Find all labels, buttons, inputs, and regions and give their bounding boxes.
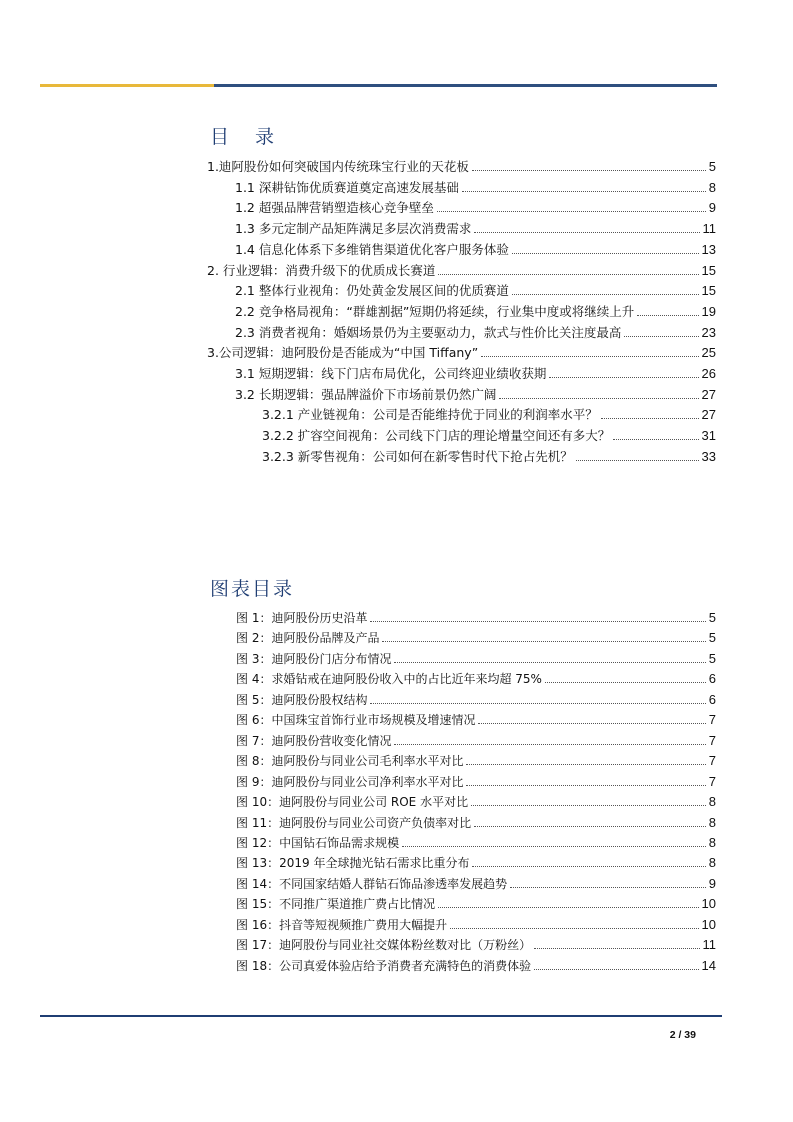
entry-page-number: 27 xyxy=(701,407,716,423)
dot-leader xyxy=(394,744,705,745)
entry-label: 3.2.1 产业链视角：公司是否能维持优于同业的利润率水平？ xyxy=(262,407,598,423)
figure-entry[interactable] xyxy=(236,792,716,812)
entry-label: 1.3 多元定制产品矩阵满足多层次消费需求 xyxy=(235,221,472,237)
entry-label: 1.迪阿股份如何突破国内传统珠宝行业的天花板 xyxy=(207,159,469,174)
entry-page-number: 14 xyxy=(701,957,716,973)
toc-title: 目 录 xyxy=(210,126,285,148)
entry-page-number: 25 xyxy=(701,345,716,361)
dot-leader xyxy=(549,377,698,378)
toc-entry[interactable] xyxy=(235,323,716,343)
entry-page-number: 15 xyxy=(701,283,716,299)
figure-entry[interactable] xyxy=(236,608,716,628)
entry-label: 1.1 深耕钻饰优质赛道奠定高速发展基础 xyxy=(235,179,459,195)
entry-label: 2.2 竞争格局视角：“群雄割据”短期仍将延续，行业集中度或将继续上升 xyxy=(235,303,635,319)
dot-leader xyxy=(624,336,698,337)
entry-label: 图 9：迪阿股份与同业公司净利率水平对比 xyxy=(236,774,464,789)
entry-page-number: 15 xyxy=(701,262,716,278)
figure-entry[interactable] xyxy=(236,731,716,751)
dot-leader xyxy=(613,439,698,440)
entry-page-number: 10 xyxy=(701,896,716,912)
toc-entry[interactable] xyxy=(235,364,716,384)
dot-leader xyxy=(576,460,699,461)
dot-leader xyxy=(499,398,698,399)
entry-label: 图 15：不同推广渠道推广费占比情况 xyxy=(236,897,436,912)
figure-entry[interactable] xyxy=(236,813,716,833)
entry-page-number: 8 xyxy=(708,834,716,850)
entry-label: 图 7：迪阿股份营收变化情况 xyxy=(236,733,392,748)
figure-entry[interactable] xyxy=(236,935,716,955)
entry-page-number: 11 xyxy=(702,937,716,953)
dot-leader xyxy=(402,846,706,847)
entry-page-number: 9 xyxy=(708,875,716,891)
entry-label: 图 16：抖音等短视频推广费用大幅提升 xyxy=(236,917,448,932)
dot-leader xyxy=(370,703,705,704)
entry-page-number: 8 xyxy=(708,794,716,810)
entry-label: 3.2.3 新零售视角：公司如何在新零售时代下抢占先机？ xyxy=(262,448,573,464)
dot-leader xyxy=(512,253,699,254)
figure-entry[interactable] xyxy=(236,710,716,730)
entry-page-number: 6 xyxy=(708,691,716,707)
entry-page-number: 10 xyxy=(701,916,716,932)
header-rule-gold xyxy=(40,84,214,87)
entry-label: 2. 行业逻辑：消费升级下的优质成长赛道 xyxy=(207,262,436,278)
entry-page-number: 27 xyxy=(701,386,716,402)
entry-page-number: 9 xyxy=(708,200,716,216)
dot-leader xyxy=(534,969,698,970)
entry-label: 2.1 整体行业视角：仍处黄金发展区间的优质赛道 xyxy=(235,283,509,299)
dot-leader xyxy=(637,315,698,316)
dot-leader xyxy=(510,887,706,888)
dot-leader xyxy=(382,641,705,642)
entry-label: 3.2.2 扩容空间视角：公司线下门店的理论增量空间还有多大？ xyxy=(262,428,611,444)
dot-leader xyxy=(438,907,698,908)
toc-entry[interactable] xyxy=(207,343,716,363)
figure-entry[interactable] xyxy=(236,751,716,771)
page-indicator: 2 / 39 xyxy=(669,1029,696,1041)
dot-leader xyxy=(438,274,698,275)
figure-entry[interactable] xyxy=(236,894,716,914)
dot-leader xyxy=(394,662,705,663)
entry-label: 图 1：迪阿股份历史沿革 xyxy=(236,611,368,625)
entry-label: 图 18：公司真爱体验店给予消费者充满特色的消费体验 xyxy=(236,958,532,973)
entry-page-number: 7 xyxy=(708,753,716,769)
dot-leader xyxy=(370,621,705,622)
entry-label: 3.2 长期逻辑：强品牌溢价下市场前景仍然广阔 xyxy=(235,386,497,402)
toc-entry[interactable] xyxy=(235,385,716,405)
entry-page-number: 11 xyxy=(702,221,716,237)
entry-label: 2.3 消费者视角：婚姻场景仍为主要驱动力，款式与性价比关注度最高 xyxy=(235,324,622,340)
dot-leader xyxy=(474,232,699,233)
figure-entry[interactable] xyxy=(236,669,716,689)
figure-entry[interactable] xyxy=(236,649,716,669)
entry-label: 图 3：迪阿股份门店分布情况 xyxy=(236,651,392,666)
entry-label: 图 5：迪阿股份股权结构 xyxy=(236,692,368,707)
entry-page-number: 5 xyxy=(708,159,716,174)
dot-leader xyxy=(450,928,698,929)
entry-label: 图 11：迪阿股份与同业公司资产负债率对比 xyxy=(236,815,472,830)
entry-label: 图 4：求婚钻戒在迪阿股份收入中的占比近年来均超 75% xyxy=(236,672,542,687)
entry-label: 图 14：不同国家结婚人群钻石饰品渗透率发展趋势 xyxy=(236,876,508,891)
entry-label: 图 8：迪阿股份与同业公司毛利率水平对比 xyxy=(236,754,464,769)
entry-page-number: 7 xyxy=(708,712,716,728)
entry-page-number: 8 xyxy=(708,179,716,195)
toc-entry[interactable] xyxy=(235,219,716,239)
entry-page-number: 5 xyxy=(708,650,716,666)
figure-entry[interactable] xyxy=(236,956,716,976)
dot-leader xyxy=(471,805,706,806)
entry-label: 图 17：迪阿股份与同业社交媒体粉丝数对比（万粉丝） xyxy=(236,938,532,953)
entry-label: 图 12：中国钻石饰品需求规模 xyxy=(236,835,400,850)
entry-page-number: 33 xyxy=(701,448,716,464)
figure-entry[interactable] xyxy=(236,628,716,648)
dot-leader xyxy=(437,211,706,212)
figure-entry[interactable] xyxy=(236,690,716,710)
dot-leader xyxy=(472,170,706,171)
dot-leader xyxy=(466,764,705,765)
entry-page-number: 8 xyxy=(708,814,716,830)
toc-entry[interactable] xyxy=(235,240,716,260)
entry-page-number: 23 xyxy=(701,324,716,340)
header-rule-blue xyxy=(214,84,717,87)
entry-page-number: 7 xyxy=(708,773,716,789)
entry-page-number: 8 xyxy=(708,855,716,871)
dot-leader xyxy=(534,948,699,949)
toc-entry[interactable] xyxy=(262,426,716,446)
footer-rule xyxy=(40,1015,722,1017)
dot-leader xyxy=(601,418,699,419)
toc-entry[interactable] xyxy=(235,178,716,198)
toc-entry[interactable] xyxy=(235,198,716,218)
toc-entry[interactable] xyxy=(207,261,716,281)
toc-entry[interactable] xyxy=(207,157,716,177)
entry-label: 图 2：迪阿股份品牌及产品 xyxy=(236,631,380,646)
dot-leader xyxy=(462,191,706,192)
figure-entry[interactable] xyxy=(236,853,716,873)
dot-leader xyxy=(472,866,705,867)
entry-label: 3.1 短期逻辑：线下门店布局优化，公司终迎业绩收获期 xyxy=(235,366,547,381)
dot-leader xyxy=(478,723,705,724)
toc-entry[interactable] xyxy=(235,302,716,322)
dot-leader xyxy=(512,294,699,295)
toc-entry[interactable] xyxy=(235,281,716,301)
figure-entry[interactable] xyxy=(236,874,716,894)
toc-entry[interactable] xyxy=(262,447,716,467)
dot-leader xyxy=(474,826,706,827)
figure-entry[interactable] xyxy=(236,833,716,853)
entry-page-number: 26 xyxy=(701,366,716,381)
entry-page-number: 6 xyxy=(708,671,716,687)
entry-label: 3.公司逻辑：迪阿股份是否能成为“中国 Tiffany” xyxy=(207,345,479,361)
dot-leader xyxy=(545,682,706,683)
entry-page-number: 5 xyxy=(708,630,716,646)
entry-page-number: 31 xyxy=(701,428,716,444)
entry-page-number: 13 xyxy=(701,241,716,257)
figure-entry[interactable] xyxy=(236,915,716,935)
entry-label: 1.4 信息化体系下多维销售渠道优化客户服务体验 xyxy=(235,241,509,257)
dot-leader xyxy=(481,356,698,357)
entry-page-number: 5 xyxy=(708,610,716,625)
entry-label: 图 6：中国珠宝首饰行业市场规模及增速情况 xyxy=(236,713,476,728)
figure-list-title: 图表目录 xyxy=(210,578,295,600)
dot-leader xyxy=(466,785,705,786)
entry-page-number: 19 xyxy=(701,303,716,319)
entry-label: 图 10：迪阿股份与同业公司 ROE 水平对比 xyxy=(236,795,469,810)
figure-entry[interactable] xyxy=(236,772,716,792)
entry-label: 1.2 超强品牌营销塑造核心竞争壁垒 xyxy=(235,200,434,216)
entry-label: 图 13：2019 年全球抛光钻石需求比重分布 xyxy=(236,856,470,871)
toc-entry[interactable] xyxy=(262,405,716,425)
entry-page-number: 7 xyxy=(708,732,716,748)
